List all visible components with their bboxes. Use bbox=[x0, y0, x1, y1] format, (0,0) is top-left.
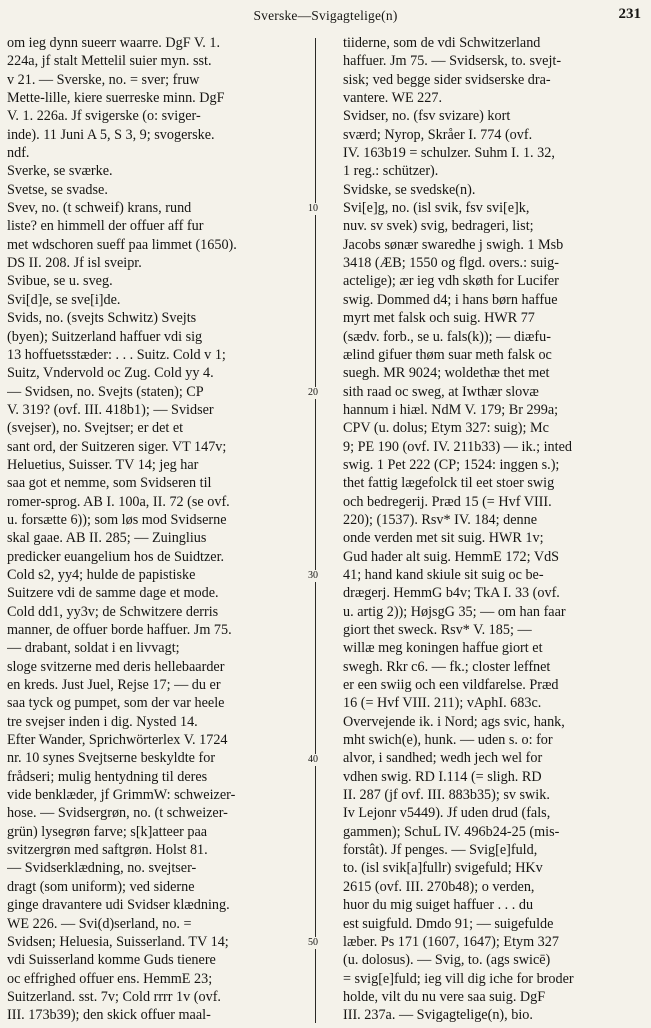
text-line: predicker euangelium hos de Suidtzer. bbox=[7, 548, 225, 565]
text-line: Svidsen; Heluesia, Suisserland. TV 14; bbox=[7, 933, 229, 950]
text-line: willæ meg koningen haffue giort et bbox=[343, 640, 543, 657]
text-line: = svig[e]fuld; ieg vill dig iche for broder bbox=[343, 970, 574, 987]
text-line: Svetse, se svadse. bbox=[7, 181, 108, 198]
text-line: CPV (u. dolus; Etym 327: suig); Mc bbox=[343, 420, 549, 437]
text-line: Overvejende ik. i Nord; ags svic, hank, bbox=[343, 713, 565, 730]
text-line: Iv Lejonr v5449). Jf uden drud (fals, bbox=[343, 805, 551, 822]
text-line: 13 hoffuetsstæder: . . . Suitz. Cold v 1; bbox=[7, 346, 226, 363]
text-line: — Svidsen, no. Svejts (staten); CP bbox=[7, 383, 204, 400]
text-line: svitzergrøn med saftgrøn. Holst 81. bbox=[7, 842, 208, 859]
text-line: Cold dd1, yy3v; de Schwitzere derris bbox=[7, 603, 219, 620]
text-line: och bedregerij. Præd 15 (= Hvf VIII. bbox=[343, 493, 552, 510]
text-line: saa tyck og pumpet, som der var heele bbox=[7, 695, 225, 712]
text-line: myrt met falsk och suig. HWR 77 bbox=[343, 310, 535, 327]
page-header bbox=[0, 6, 651, 26]
text-line: Svibue, se u. sveg. bbox=[7, 273, 113, 290]
column-divider bbox=[315, 38, 316, 1023]
text-line: dragt (som uniform); ved siderne bbox=[7, 878, 195, 895]
left-column bbox=[7, 34, 303, 1025]
text-line: 9; PE 190 (ovf. IV. 211b33) — ik.; inted bbox=[343, 438, 572, 455]
text-line: Svids, no. (svejts Schwitz) Svejts bbox=[7, 310, 197, 327]
page-number: 231 bbox=[618, 6, 641, 22]
text-line: vdhen swig. RD I.114 (= sligh. RD bbox=[343, 768, 542, 785]
text-line: Sverke, se sværke. bbox=[7, 163, 113, 180]
text-line: swig. Dommed d4; i hans børn haffue bbox=[343, 291, 558, 308]
text-line: 220); (1537). Rsv* IV. 184; denne bbox=[343, 511, 538, 528]
text-line: Mette-lille, kiere suerreske minn. DgF bbox=[7, 90, 225, 107]
text-line: nuv. sv svek) svig, bedrageri, list; bbox=[343, 218, 534, 235]
text-line: V. 319? (ovf. III. 418b1); — Svidser bbox=[7, 401, 214, 418]
text-line: liste? en himmell der offuer aff fur bbox=[7, 218, 204, 235]
text-line: haffuer. Jm 75. — Svidsersk, to. svejt- bbox=[343, 53, 562, 70]
text-line: hose. — Svidsergrøn, no. (t schweizer- bbox=[7, 805, 228, 822]
text-line: sisk; ved begge sider svidserske dra- bbox=[343, 71, 551, 88]
text-line: — drabant, soldat i en livvagt; bbox=[7, 640, 180, 657]
text-line: en kreds. Just Juel, Rejse 17; — du er bbox=[7, 677, 221, 694]
line-marker: 20 bbox=[308, 386, 318, 398]
text-line: u. forsætte 6)); som løs mod Svidserne bbox=[7, 511, 227, 528]
text-line: grün) lysegrøn farve; s[k]atteer paa bbox=[7, 823, 208, 840]
text-line: forstât). Jf penges. — Svig[e]fuld, bbox=[343, 842, 538, 859]
text-line: (byen); Suitzerland haffuer vdi sig bbox=[7, 328, 203, 345]
text-line: tre svejser inden i dig. Nysted 14. bbox=[7, 713, 198, 730]
text-line: ginge dravantere udi Svidser klædning. bbox=[7, 897, 230, 914]
text-line: 41; hand kand skiule sit suig oc be- bbox=[343, 566, 544, 583]
text-line: sith raad oc sweg, at Iwthær slovæ bbox=[343, 383, 539, 400]
text-line: III. 237a. — Svigagtelige(n), bio. bbox=[343, 1007, 533, 1024]
text-line: alvor, i sandhed; wedh jech wel for bbox=[343, 750, 543, 767]
text-line: saa got et nemme, som Svidseren til bbox=[7, 475, 212, 492]
text-line: II. 287 (jf ovf. III. 883b35); sv swik. bbox=[343, 787, 550, 804]
text-line: Svi[e]g, no. (isl svik, fsv svi[e]k, bbox=[343, 200, 530, 217]
text-line: 2615 (ovf. III. 270b48); o verden, bbox=[343, 878, 535, 895]
text-line: 3418 (ÆB; 1550 og flgd. overs.: suig- bbox=[343, 255, 559, 272]
text-line: v 21. — Sverske, no. = sver; fruw bbox=[7, 71, 200, 88]
text-line: Suitzerland. sst. 7v; Cold rrrr 1v (ovf. bbox=[7, 988, 221, 1005]
text-line: vantere. WE 227. bbox=[343, 90, 443, 107]
text-line: (sædv. forb., se u. fals(k)); — diæfu- bbox=[343, 328, 551, 345]
line-marker: 10 bbox=[308, 203, 318, 215]
text-line: to. (isl svik[a]fullr) svigefuld; HKv bbox=[343, 860, 543, 877]
text-line: om ieg dynn sueerr waarre. DgF V. 1. bbox=[7, 35, 221, 51]
text-line: (u. dolosus). — Svig, to. (ags swicē) bbox=[343, 952, 551, 969]
text-line: romer-sprog. AB I. 100a, II. 72 (se ovf. bbox=[7, 493, 230, 510]
text-line: DS II. 208. Jf isl sveipr. bbox=[7, 255, 142, 272]
text-line: hannum i hiæl. NdM V. 179; Br 299a; bbox=[343, 401, 559, 418]
text-line: V. 1. 226a. Jf svigerske (o: sviger- bbox=[7, 108, 201, 125]
text-line: Svev, no. (t schweif) krans, rund bbox=[7, 200, 192, 217]
text-line: Suitzere vdi de samme dage et mode. bbox=[7, 585, 219, 602]
text-line: met wdschoren sueff paa limmet (1650). bbox=[7, 236, 237, 253]
text-line: gammen); SchuL IV. 496b24-25 (mis- bbox=[343, 823, 560, 840]
text-line: WE 226. — Svi(d)serland, no. = bbox=[7, 915, 192, 932]
text-line: nr. 10 synes Svejtserne beskyldte for bbox=[7, 750, 216, 767]
text-line: 224a, jf stalt Mettelil suier myn. sst. bbox=[7, 53, 212, 70]
text-line: suegh. MR 9024; woldethæ thet met bbox=[343, 365, 550, 382]
text-line: er een swiig och een vildfarelse. Præd bbox=[343, 677, 559, 694]
text-line: inde). 11 Juni A 5, S 3, 9; svogerske. bbox=[7, 126, 215, 143]
text-line: est suigfuld. Dmdo 91; — suigefulde bbox=[343, 915, 554, 932]
text-line: skal gaae. AB II. 285; — Zuinglius bbox=[7, 530, 207, 547]
text-line: 16 (= Hvf VIII. 211); vAphI. 683c. bbox=[343, 695, 542, 712]
running-head: Sverske—Svigagtelige(n) bbox=[253, 8, 398, 23]
text-line: Heluetius, Suisser. TV 14; jeg har bbox=[7, 456, 199, 473]
text-line: Svi[d]e, se sve[i]de. bbox=[7, 291, 121, 308]
text-line: mht swich(e), hunk. — uden s. o: for bbox=[343, 732, 553, 749]
text-line: holde, vilt du nu vere saa suig. DgF bbox=[343, 988, 546, 1005]
text-line: manner, de offuer borde haffuer. Jm 75. bbox=[7, 622, 232, 638]
text-line: Suitz, Vndervold oc Zug. Cold yy 4. bbox=[7, 365, 214, 382]
text-line: Cold s2, yy4; hulde de papistiske bbox=[7, 566, 196, 583]
text-line: oc effrighed offuer ens. HemmE 23; bbox=[7, 970, 213, 987]
text-line: giort thet sweck. Rsv* V. 185; — bbox=[343, 622, 532, 638]
text-line: sant ord, der Suitzeren siger. VT 147v; bbox=[7, 438, 227, 455]
text-line: tiiderne, som de vdi Schwitzerland bbox=[343, 35, 541, 51]
text-line: actelige); ær ieg vdh skøth for Lucifer bbox=[343, 273, 559, 290]
text-line: huor du mig suiget haffuer . . . du bbox=[343, 897, 534, 914]
text-line: u. artig 2)); HøjsgG 35; — om han faar bbox=[343, 603, 566, 620]
text-line: Efter Wander, Sprichwörterlex V. 1724 bbox=[7, 732, 228, 749]
text-line: ælind gifuer thøm suar meth falsk oc bbox=[343, 346, 552, 363]
line-marker: 50 bbox=[308, 937, 318, 949]
text-line: drægerj. HemmG b4v; TkA I. 33 (ovf. bbox=[343, 585, 560, 602]
text-line: (svejser), no. Svejtser; er det et bbox=[7, 420, 184, 437]
text-line: swegh. Rkr c6. — fk.; closter leffnet bbox=[343, 658, 551, 675]
text-line: Gud hader alt suig. HemmE 172; VdS bbox=[343, 548, 560, 565]
line-marker: 40 bbox=[308, 753, 318, 765]
text-line: — Svidserklædning, no. svejtser- bbox=[7, 860, 197, 877]
text-line: III. 173b39); den skick offuer maal- bbox=[7, 1007, 211, 1024]
right-column bbox=[343, 34, 645, 1025]
text-line: frådseri; mulig hentydning til deres bbox=[7, 768, 208, 785]
line-marker: 30 bbox=[308, 570, 318, 582]
text-line: IV. 163b19 = schulzer. Suhm I. 1. 32, bbox=[343, 145, 555, 162]
text-line: læber. Ps 171 (1607, 1647); Etym 327 bbox=[343, 933, 559, 950]
text-line: Jacobs sønær swaredhe j swigh. 1 Msb bbox=[343, 236, 564, 253]
text-line: swig. 1 Pet 222 (CP; 1524: inggen s.); bbox=[343, 456, 560, 473]
text-line: sloge svitzerne med deris hellebaarder bbox=[7, 658, 225, 675]
text-line: vide benklæder, jf GrimmW: schweizer- bbox=[7, 787, 236, 804]
text-line: ndf. bbox=[7, 145, 30, 162]
text-line: Svidser, no. (fsv svizare) kort bbox=[343, 108, 511, 125]
text-line: thet fattig lægefolck til eet stoer swig bbox=[343, 475, 555, 492]
text-line: Svidske, se svedske(n). bbox=[343, 181, 476, 198]
text-line: sværd; Nyrop, Skråer I. 774 (ovf. bbox=[343, 126, 533, 143]
text-line: onde verden met sit suig. HWR 1v; bbox=[343, 530, 544, 547]
text-line: vdi Suisserland komme Guds tienere bbox=[7, 952, 216, 969]
text-line: 1 reg.: schützer). bbox=[343, 163, 439, 180]
